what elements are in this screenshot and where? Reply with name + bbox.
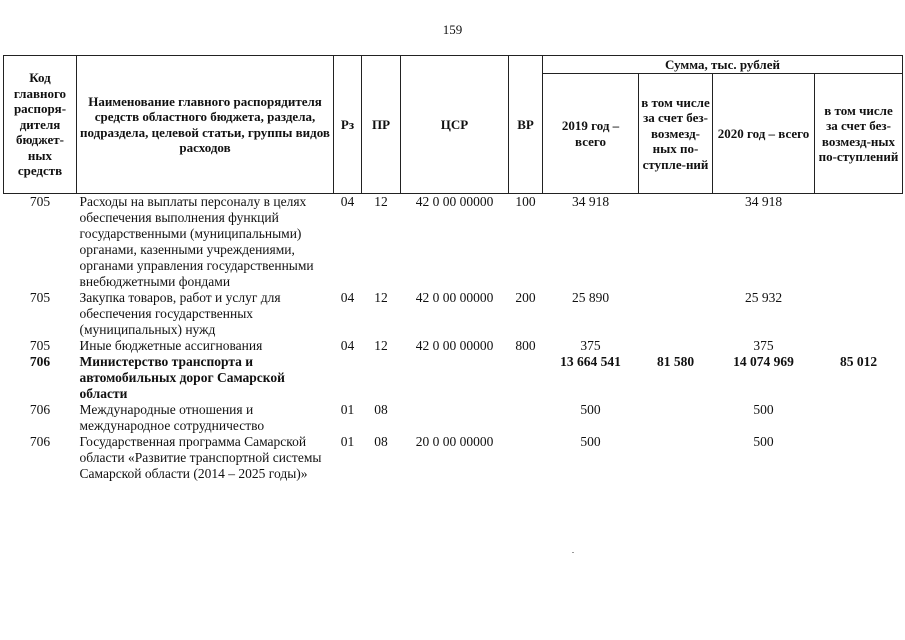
cell-vr: 200: [515, 290, 536, 305]
cell-vr: [509, 354, 543, 402]
cell-2020-total: 500: [753, 434, 774, 449]
cell-name: Международные отношения и международное сотрудничество: [79, 402, 265, 433]
cell-2019-total: 500: [580, 434, 601, 449]
header-code: Код главного распоря-дителя бюджет-ных средств: [4, 56, 77, 194]
cell-2019-free: [639, 402, 713, 434]
budget-table: [3, 55, 903, 482]
cell-2020-free: 85 012: [839, 354, 878, 369]
header-2019-total: 2019 год – всего: [543, 74, 639, 194]
cell-name: Иные бюджетные ассигнования: [79, 338, 263, 353]
cell-vr: [509, 434, 543, 482]
table-row: [4, 194, 903, 291]
cell-2020-free: [815, 338, 903, 354]
table-body: [4, 194, 903, 483]
cell-2019-total: 34 918: [571, 194, 610, 209]
cell-csr: 20 0 00 00000: [415, 434, 494, 449]
cell-2019-free: [639, 194, 713, 291]
cell-code: 705: [29, 338, 51, 353]
cell-csr: [401, 354, 509, 402]
cell-name: Закупка товаров, работ и услуг для обеспечения государственных (муниципальных) нужд: [79, 290, 281, 337]
cell-csr: 42 0 00 00000: [415, 194, 494, 209]
cell-rz: 01: [340, 402, 355, 417]
header-2019-free: в том числе за счет без-возмезд-ных по-ступле-ний: [639, 74, 713, 194]
table-row: [4, 402, 903, 434]
cell-2020-total: 14 074 969: [733, 354, 794, 369]
cell-code: 706: [29, 402, 51, 417]
cell-2020-total: 500: [753, 402, 774, 417]
page-number: 159: [442, 22, 463, 37]
cell-2019-total: 13 664 541: [560, 354, 621, 369]
header-pr: ПР: [362, 56, 401, 194]
cell-2019-free: [639, 434, 713, 482]
cell-2019-total: 375: [580, 338, 601, 353]
cell-name: Министерство транспорта и автомобильных дорог Самарской области: [79, 354, 285, 401]
cell-rz: 01: [340, 434, 355, 449]
cell-2019-total: 25 890: [571, 290, 610, 305]
table-row: [4, 354, 903, 402]
cell-rz: 04: [340, 194, 355, 209]
cell-pr: 12: [374, 290, 388, 305]
cell-csr: [401, 402, 509, 434]
cell-pr: 12: [374, 194, 388, 209]
header-sum-group: Сумма, тыс. рублей: [543, 56, 903, 74]
table-row: [4, 434, 903, 482]
cell-2020-total: 34 918: [744, 194, 783, 209]
table-row: [4, 290, 903, 338]
cell-rz: [334, 354, 362, 402]
cell-pr: 12: [374, 338, 388, 353]
cell-2020-total: 375: [753, 338, 774, 353]
cell-code: 706: [29, 434, 51, 449]
header-2020-free: в том числе за счет без-возмезд-ных по-ступлений: [815, 74, 903, 194]
header-csr: ЦСР: [401, 56, 509, 194]
header-rz: Рз: [334, 56, 362, 194]
cell-pr: 08: [374, 434, 388, 449]
cell-2020-free: [815, 194, 903, 291]
cell-2019-free: [639, 338, 713, 354]
cell-pr: 08: [374, 402, 388, 417]
cell-pr: [362, 354, 401, 402]
cell-csr: 42 0 00 00000: [415, 338, 494, 353]
cell-code: 705: [29, 290, 51, 305]
cell-2019-total: 500: [580, 402, 601, 417]
cell-csr: 42 0 00 00000: [415, 290, 494, 305]
cell-2019-free: 81 580: [656, 354, 695, 369]
cell-2020-total: 25 932: [744, 290, 783, 305]
cell-code: 706: [29, 354, 51, 369]
header-2020-total: 2020 год – всего: [713, 74, 815, 194]
header-vr: ВР: [509, 56, 543, 194]
cell-vr: 800: [515, 338, 536, 353]
cell-2020-free: [815, 434, 903, 482]
table-row: [4, 338, 903, 354]
cell-rz: 04: [340, 338, 355, 353]
cell-rz: 04: [340, 290, 355, 305]
cell-2020-free: [815, 402, 903, 434]
header-name: Наименование главного распорядителя средств областного бюджета, раздела, подраздела, целевой статьи, группы видов расходов: [77, 56, 334, 194]
cell-name: Государственная программа Самарской области «Развитие транспортной системы Самарской области (2014 – 2025 годы)»: [79, 434, 322, 481]
cell-2020-free: [815, 290, 903, 338]
cell-2019-free: [639, 290, 713, 338]
table-header: [4, 56, 903, 194]
cell-code: 705: [29, 194, 51, 209]
cell-vr: [509, 402, 543, 434]
scan-speck: [572, 552, 574, 553]
cell-name: Расходы на выплаты персоналу в целях обеспечения выполнения функций государственными (муниципальными) органами, казенными учреждениями, органами управления государственными внебюджетными фондами: [79, 194, 314, 289]
cell-vr: 100: [515, 194, 536, 209]
